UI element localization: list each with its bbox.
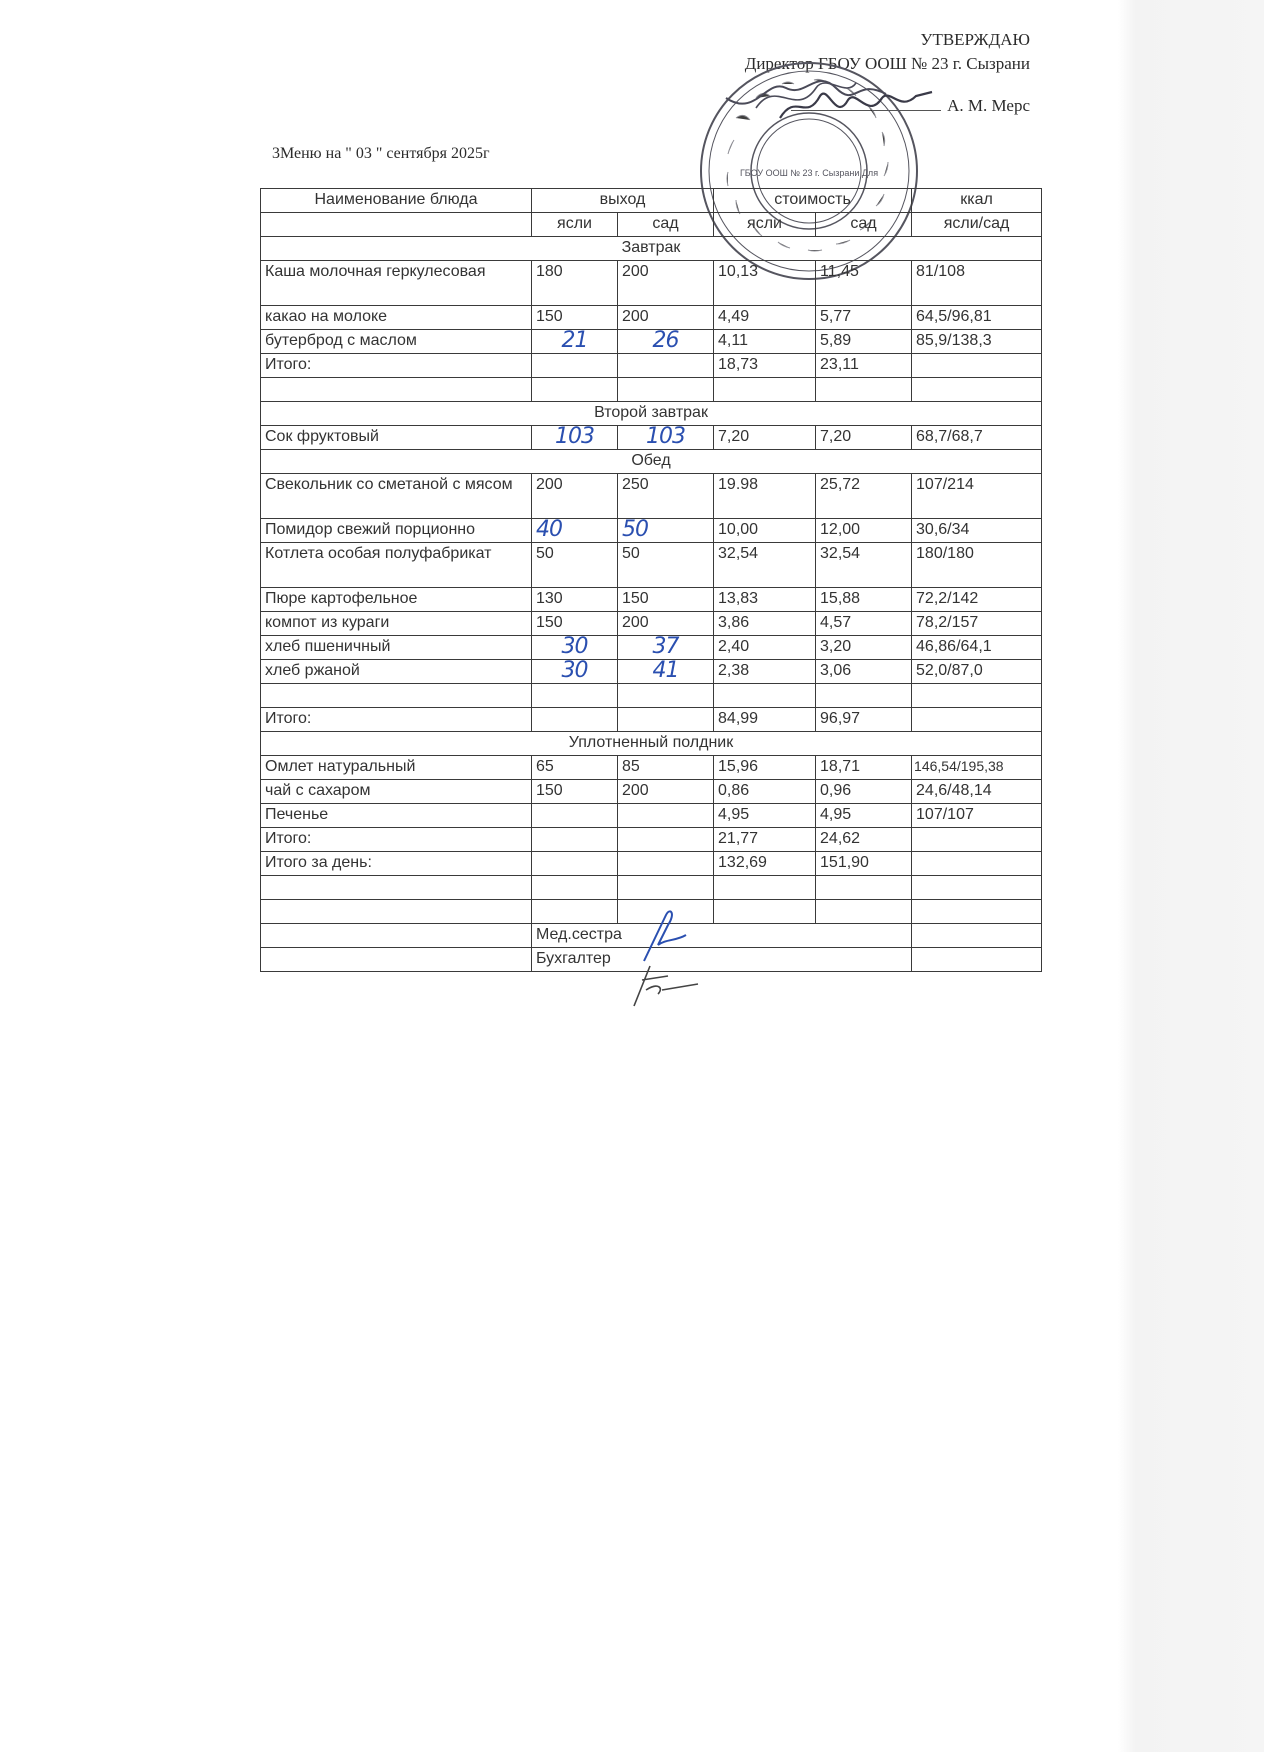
cost-nursery: 4,49 [714, 306, 816, 330]
cost-garden: 3,20 [816, 636, 912, 660]
table-row [261, 426, 1042, 450]
dish-name: какао на молоке [261, 306, 532, 330]
cost-nursery: 32,54 [714, 543, 816, 588]
output-garden: 200 [618, 261, 714, 306]
header-output: выход [532, 189, 714, 213]
subheader-output-garden: сад [618, 213, 714, 237]
table-row [261, 306, 1042, 330]
table-row [261, 474, 1042, 519]
kcal: 52,0/87,0 [912, 660, 1042, 684]
empty-row [261, 684, 1042, 708]
section-second-breakfast: Второй завтрак [261, 402, 1042, 426]
cost-nursery: 4,11 [714, 330, 816, 354]
output-nursery: 150 [532, 612, 618, 636]
day-total-row [261, 852, 1042, 876]
subheader-kcal: ясли/сад [912, 213, 1042, 237]
cost-garden: 7,20 [816, 426, 912, 450]
dish-name: хлеб пшеничный [261, 636, 532, 660]
total-row [261, 708, 1042, 732]
output-nursery: 200 [532, 474, 618, 519]
total-row [261, 828, 1042, 852]
kcal: 107/107 [912, 804, 1042, 828]
approval-title: УТВЕРЖДАЮ [920, 30, 1030, 49]
kcal: 78,2/157 [912, 612, 1042, 636]
section-row [261, 237, 1042, 261]
cost-nursery: 10,13 [714, 261, 816, 306]
table-row [261, 543, 1042, 588]
dish-name: Каша молочная геркулесовая [261, 261, 532, 306]
kcal: 180/180 [912, 543, 1042, 588]
table-row [261, 660, 1042, 684]
header-kcal: ккал [912, 189, 1042, 213]
dish-name: Омлет натуральный [261, 756, 532, 780]
total-cost-nursery: 84,99 [714, 708, 816, 732]
output-garden: 37 [618, 636, 714, 660]
output-nursery: 30 [532, 660, 618, 684]
empty-row [261, 378, 1042, 402]
section-row [261, 450, 1042, 474]
cost-nursery: 7,20 [714, 426, 816, 450]
output-garden: 103 [618, 426, 714, 450]
output-garden: 41 [618, 660, 714, 684]
total-cost-nursery: 21,77 [714, 828, 816, 852]
menu-title: 3Меню на " 03 " сентября 2025г [272, 145, 490, 162]
accountant-signature-label: Бухгалтер [532, 948, 912, 972]
section-lunch: Обед [261, 450, 1042, 474]
output-nursery: 50 [532, 543, 618, 588]
cost-nursery: 13,83 [714, 588, 816, 612]
kcal: 30,6/34 [912, 519, 1042, 543]
kcal: 46,86/64,1 [912, 636, 1042, 660]
total-label: Итого: [261, 828, 532, 852]
cost-garden: 3,06 [816, 660, 912, 684]
cost-garden: 25,72 [816, 474, 912, 519]
cost-garden: 5,89 [816, 330, 912, 354]
dish-name: хлеб ржаной [261, 660, 532, 684]
total-cost-garden: 23,11 [816, 354, 912, 378]
section-row [261, 402, 1042, 426]
subheader-cost-nursery: ясли [714, 213, 816, 237]
cost-nursery: 2,40 [714, 636, 816, 660]
output-nursery: 150 [532, 780, 618, 804]
table-header-row [261, 189, 1042, 213]
empty-row [261, 876, 1042, 900]
cost-nursery: 4,95 [714, 804, 816, 828]
dish-name: Помидор свежий порционно [261, 519, 532, 543]
dish-name: бутерброд с маслом [261, 330, 532, 354]
total-cost-garden: 96,97 [816, 708, 912, 732]
seal-text: ГБОУ ООШ № 23 г. Сызрани Для [739, 168, 879, 178]
kcal: 72,2/142 [912, 588, 1042, 612]
cost-garden: 4,95 [816, 804, 912, 828]
cost-nursery: 10,00 [714, 519, 816, 543]
cost-garden: 4,57 [816, 612, 912, 636]
cost-garden: 15,88 [816, 588, 912, 612]
kcal: 81/108 [912, 261, 1042, 306]
output-nursery: 103 [532, 426, 618, 450]
kcal: 85,9/138,3 [912, 330, 1042, 354]
cost-garden: 18,71 [816, 756, 912, 780]
total-label: Итого: [261, 354, 532, 378]
cost-nursery: 15,96 [714, 756, 816, 780]
cost-nursery: 3,86 [714, 612, 816, 636]
output-nursery: 180 [532, 261, 618, 306]
kcal: 107/214 [912, 474, 1042, 519]
output-nursery: 65 [532, 756, 618, 780]
day-total-cost-garden: 151,90 [816, 852, 912, 876]
total-label: Итого: [261, 708, 532, 732]
total-cost-nursery: 18,73 [714, 354, 816, 378]
table-row [261, 519, 1042, 543]
signature-row [261, 948, 1042, 972]
output-nursery: 21 [532, 330, 618, 354]
output-garden: 200 [618, 780, 714, 804]
table-row [261, 588, 1042, 612]
table-row [261, 636, 1042, 660]
output-garden: 200 [618, 612, 714, 636]
table-row [261, 612, 1042, 636]
dish-name: Пюре картофельное [261, 588, 532, 612]
cost-garden: 32,54 [816, 543, 912, 588]
output-garden: 26 [618, 330, 714, 354]
day-total-label: Итого за день: [261, 852, 532, 876]
cost-nursery: 19.98 [714, 474, 816, 519]
section-snack: Уплотненный полдник [261, 732, 1042, 756]
output-nursery: 40 [532, 519, 618, 543]
table-row [261, 780, 1042, 804]
output-garden: 200 [618, 306, 714, 330]
table-row [261, 804, 1042, 828]
approval-name: А. М. Мерс [947, 96, 1030, 115]
kcal: 64,5/96,81 [912, 306, 1042, 330]
signature-row [261, 924, 1042, 948]
empty-row [261, 900, 1042, 924]
cost-garden: 12,00 [816, 519, 912, 543]
output-nursery: 130 [532, 588, 618, 612]
header-cost: стоимость [714, 189, 912, 213]
dish-name: компот из кураги [261, 612, 532, 636]
section-breakfast: Завтрак [261, 237, 1042, 261]
section-row [261, 732, 1042, 756]
total-cost-garden: 24,62 [816, 828, 912, 852]
kcal: 146,54/195,38 [912, 756, 1042, 780]
dish-name: чай с сахаром [261, 780, 532, 804]
cost-nursery: 2,38 [714, 660, 816, 684]
header-dish: Наименование блюда [261, 189, 532, 213]
output-garden: 250 [618, 474, 714, 519]
table-row [261, 261, 1042, 306]
subheader-output-nursery: ясли [532, 213, 618, 237]
output-garden: 85 [618, 756, 714, 780]
output-nursery: 150 [532, 306, 618, 330]
dish-name: Свекольник со сметаной с мясом [261, 474, 532, 519]
nurse-signature-label: Мед.сестра [532, 924, 912, 948]
dish-name: Котлета особая полуфабрикат [261, 543, 532, 588]
subheader-cost-garden: сад [816, 213, 912, 237]
total-row [261, 354, 1042, 378]
dish-name: Сок фруктовый [261, 426, 532, 450]
output-garden: 150 [618, 588, 714, 612]
output-garden: 50 [618, 543, 714, 588]
output-garden: 50 [618, 519, 714, 543]
cost-garden: 5,77 [816, 306, 912, 330]
cost-nursery: 0,86 [714, 780, 816, 804]
kcal: 24,6/48,14 [912, 780, 1042, 804]
approval-position: Директор ГБОУ ООШ № 23 г. Сызрани [744, 54, 1030, 73]
table-row [261, 756, 1042, 780]
output-nursery: 30 [532, 636, 618, 660]
kcal: 68,7/68,7 [912, 426, 1042, 450]
dish-name: Печенье [261, 804, 532, 828]
table-row [261, 330, 1042, 354]
menu-table [260, 188, 1042, 972]
cost-garden: 0,96 [816, 780, 912, 804]
table-subheader-row [261, 213, 1042, 237]
cost-garden: 11,45 [816, 261, 912, 306]
day-total-cost-nursery: 132,69 [714, 852, 816, 876]
scanned-page-edge [1118, 0, 1264, 1752]
